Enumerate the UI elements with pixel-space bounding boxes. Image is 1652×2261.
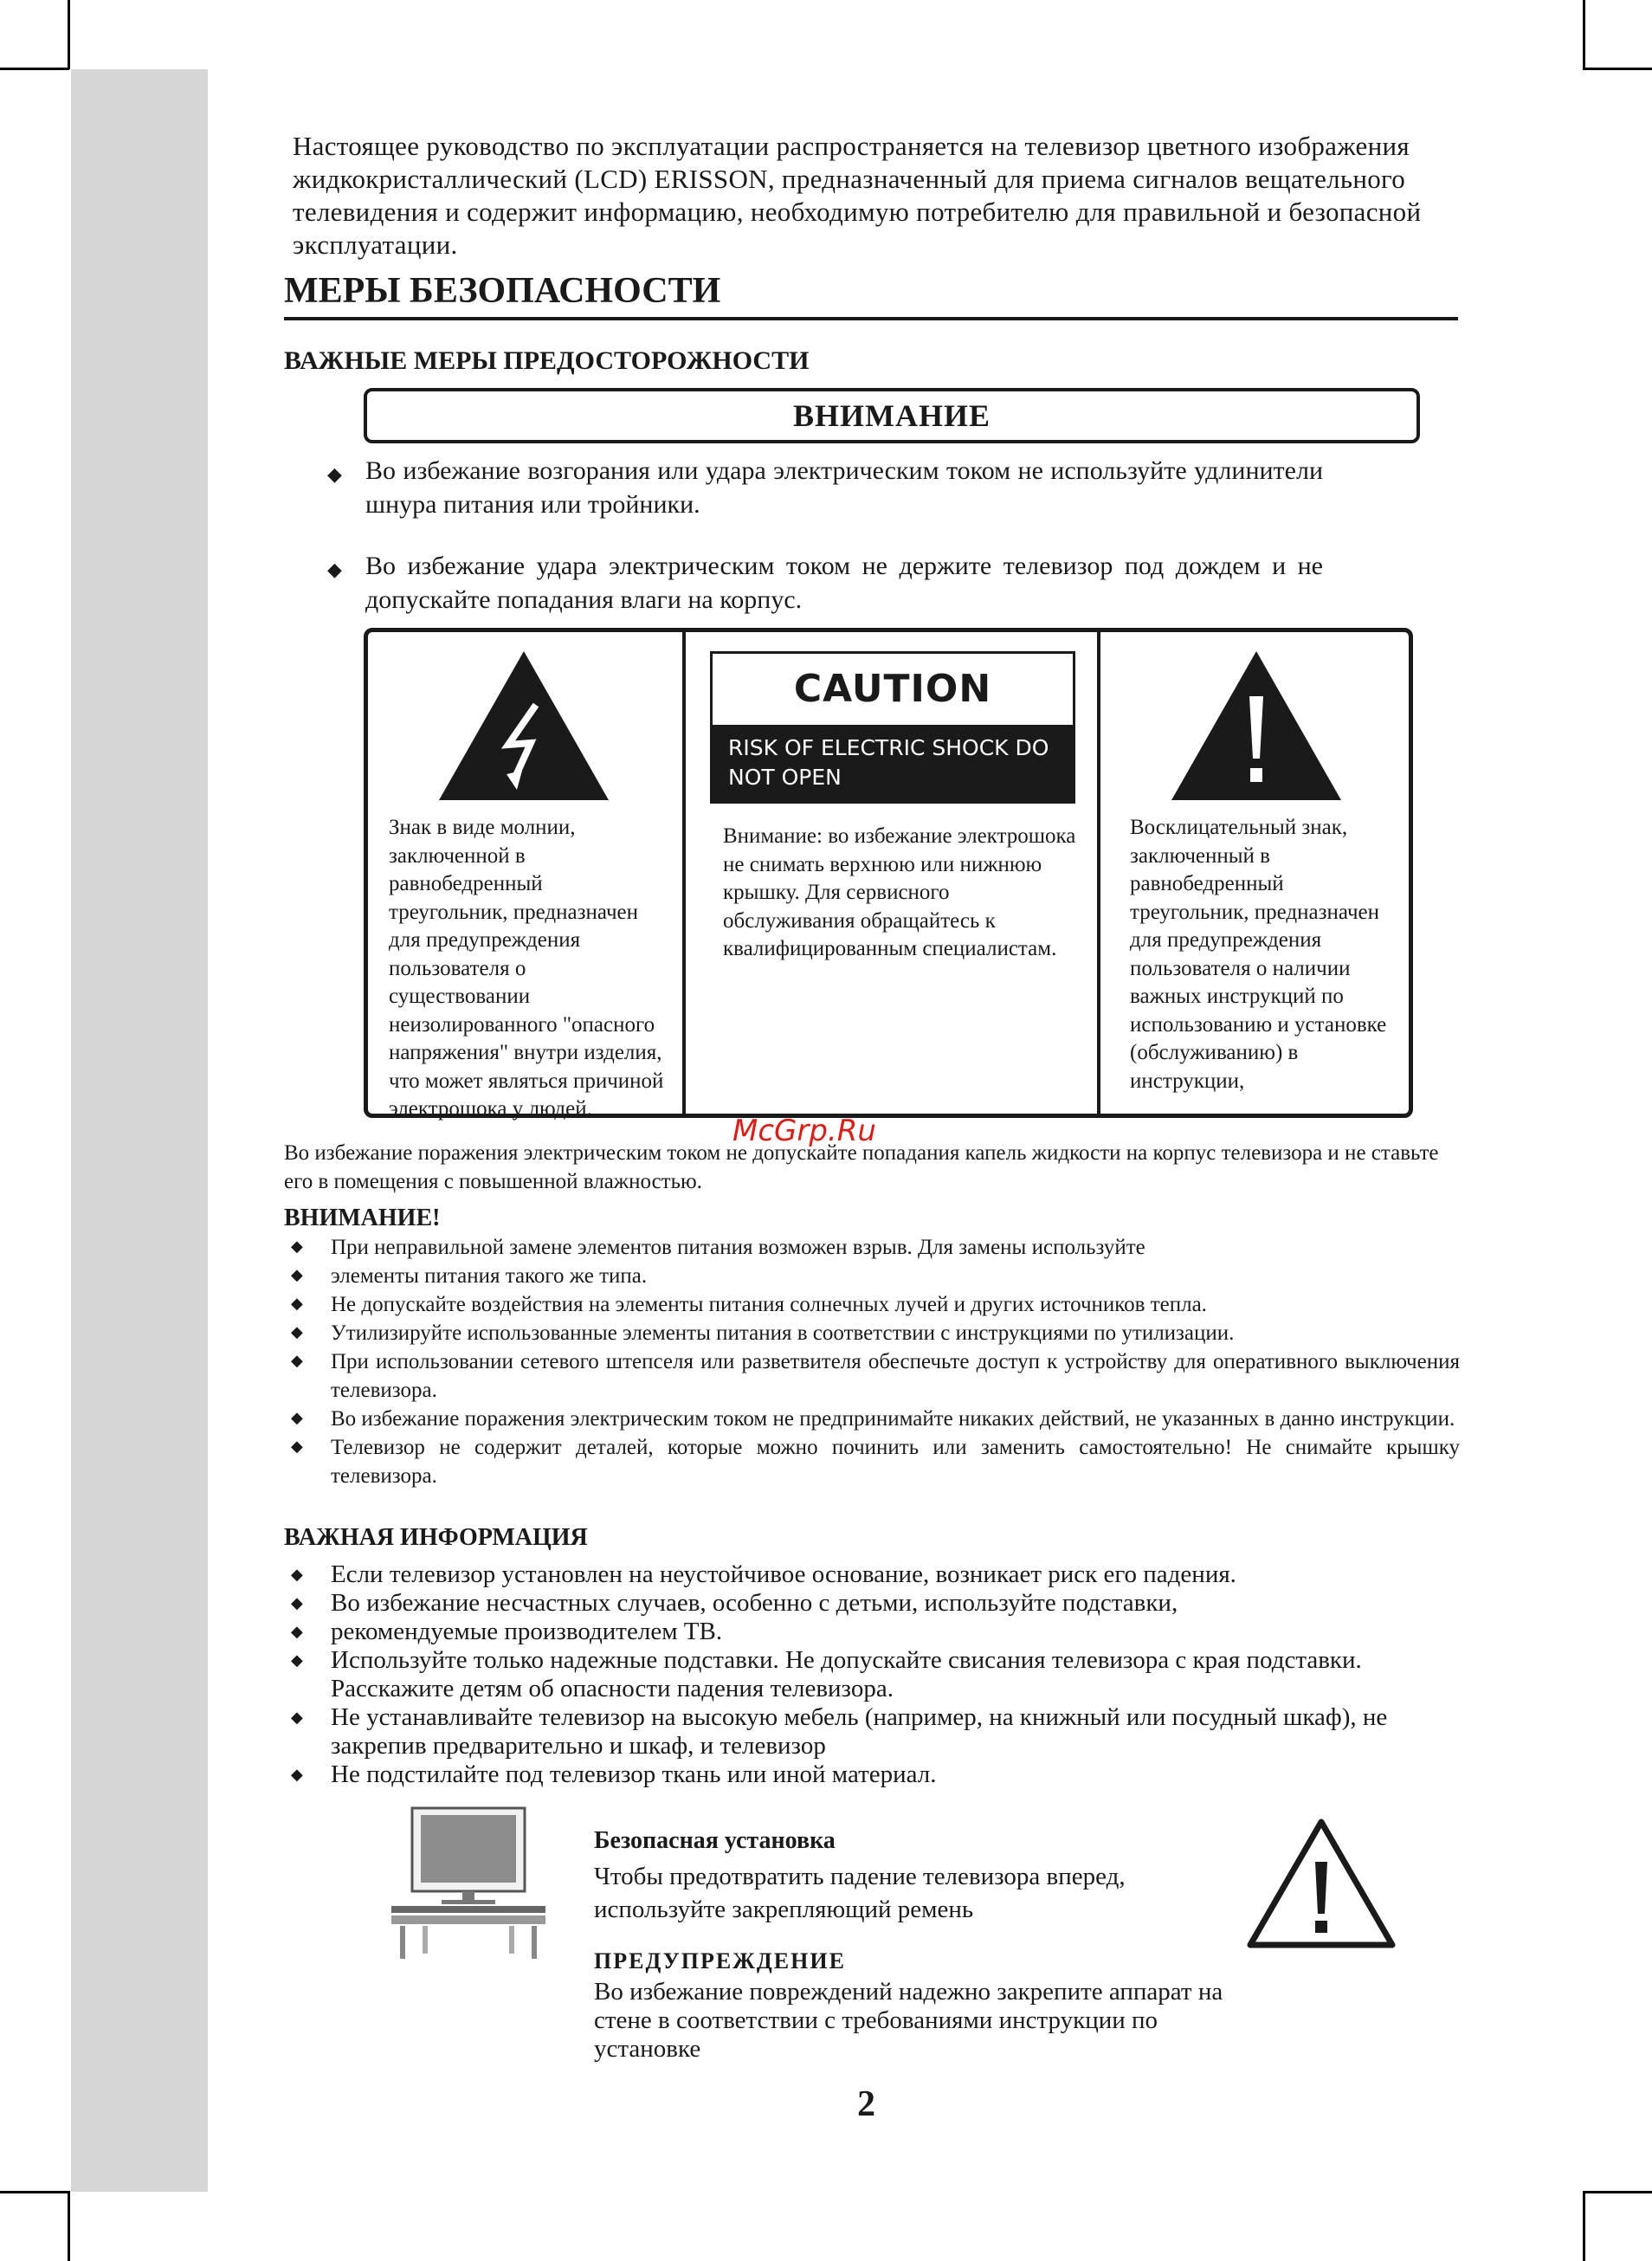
caution-title: CAUTION bbox=[793, 666, 992, 711]
bullet-icon: ◆ bbox=[291, 1594, 303, 1612]
battery-warnings-list bbox=[291, 1233, 1460, 1490]
safe-install-text: Чтобы предотвратить падение телевизора вперед, используйте закрепляющий ремень bbox=[594, 1863, 1126, 1923]
crop-mark bbox=[1583, 0, 1585, 69]
list-item: ◆ Используйте только надежные подставки. Не допускайте свисания телевизора с края подставки. Расскажите детям об опасности падения телевизора. bbox=[291, 1646, 1362, 1702]
bullet-icon: ◆ bbox=[291, 1295, 303, 1312]
warning-text: Во избежание повреждений надежно закрепите аппарат на стене в соответствии с требованиями инструкции по установке bbox=[594, 1978, 1223, 2063]
caution-label bbox=[710, 651, 1075, 804]
info-heading: ВАЖНАЯ ИНФОРМАЦИЯ bbox=[284, 1524, 588, 1551]
title-divider bbox=[284, 317, 1458, 320]
page-number: 2 bbox=[857, 2084, 875, 2124]
crop-mark bbox=[68, 0, 70, 69]
crop-mark bbox=[68, 2191, 70, 2261]
tv-on-stand-icon bbox=[388, 1805, 549, 1961]
bullet-icon: ◆ bbox=[291, 1566, 303, 1583]
list-item: ◆ При использовании сетевого штепселя или разветвителя обеспечьте доступ к устройству для оперативного выключения телевизора. bbox=[291, 1347, 1460, 1405]
bullet-icon: ◆ bbox=[291, 1266, 303, 1283]
bullet-icon: ◆ bbox=[291, 1437, 303, 1455]
side-strip bbox=[71, 69, 208, 2192]
attention-banner bbox=[364, 388, 1420, 443]
precautions-heading: ВАЖНЫЕ МЕРЫ ПРЕДОСТОРОЖНОСТИ bbox=[284, 346, 810, 375]
intro-paragraph: Настоящее руководство по эксплуатации распространяется на телевизор цветного изображения жидкокристаллический (LCD) ERISSON, предназначенный для приема сигналов вещательного телевидения и содержит информацию, необходимую потребителю для правильной и безопасной эксплуатации. bbox=[293, 131, 1422, 260]
bullet-icon: ◆ bbox=[291, 1323, 303, 1340]
bullet-icon: ◆ bbox=[291, 1352, 303, 1369]
bullet-icon: ◆ bbox=[291, 1766, 303, 1783]
crop-mark bbox=[1583, 68, 1652, 70]
bullet-icon: ◆ bbox=[291, 1237, 303, 1255]
important-info-list bbox=[291, 1560, 1460, 1789]
caution-description: Внимание: во избежание электрошока не снимать верхнюю или нижнюю крышку. Для сервисного обслуживания обращайтесь к квалифицированным специалистам. bbox=[723, 824, 1076, 960]
list-item: ◆ Не устанавливайте телевизор на высокую мебель (например, на книжный или посудный шкаф), не закрепив предварительно и шкаф, и телевизор bbox=[291, 1703, 1388, 1760]
list-item: ◆ Во избежание удара электрическим током не держите телевизор под дождем и не допускайте попадания влаги на корпус. bbox=[327, 552, 1323, 614]
list-item: ◆ Телевизор не содержит деталей, которые можно починить или заменить самостоятельно! Не снимайте крышку телевизора. bbox=[291, 1433, 1460, 1490]
crop-mark bbox=[1583, 2191, 1585, 2261]
list-item: ◆ При неправильной замене элементов питания возможен взрыв. Для замены используйте bbox=[291, 1233, 1460, 1262]
bullet-icon: ◆ bbox=[291, 1709, 303, 1726]
lightning-triangle-icon bbox=[439, 651, 609, 800]
list-item: ◆ Во избежание поражения электрическим током не предпринимайте никаких действий, не указанных в данно инструкции. bbox=[291, 1405, 1460, 1433]
bullet-icon: ◆ bbox=[291, 1651, 303, 1669]
list-item: ◆ Не допускайте воздействия на элементы питания солнечных лучей и других источников тепла. bbox=[291, 1290, 1460, 1319]
exclamation-triangle-icon bbox=[1171, 651, 1341, 800]
list-item: ◆ элементы питания такого же типа. bbox=[291, 1262, 1460, 1290]
caution-subtitle: RISK OF ELECTRIC SHOCK DO NOT OPEN bbox=[713, 725, 1073, 801]
moisture-paragraph: Во избежание поражения электрическим током не допускайте попадания капель жидкости на корпус телевизора и не ставьте его в помещения с повышенной влажностью. bbox=[284, 1141, 1439, 1193]
list-item: ◆ Во избежание несчастных случаев, особенно с детьми, используйте подставки, bbox=[291, 1589, 1178, 1617]
list-item: ◆ Не подстилайте под телевизор ткань или иной материал. bbox=[291, 1760, 937, 1788]
table-divider bbox=[682, 632, 686, 1114]
attention-label: ВНИМАНИЕ bbox=[792, 398, 991, 433]
bullet-icon: ◆ bbox=[291, 1623, 303, 1640]
page-title: МЕРЫ БЕЗОПАСНОСТИ bbox=[284, 271, 721, 311]
bullet-icon: ◆ bbox=[327, 559, 342, 580]
watermark: McGrp.Ru bbox=[732, 1114, 876, 1148]
crop-mark bbox=[0, 2191, 69, 2193]
table-divider bbox=[1097, 632, 1100, 1114]
crop-mark bbox=[1583, 2191, 1652, 2193]
bullet-icon: ◆ bbox=[291, 1409, 303, 1426]
warning-symbols-table bbox=[364, 628, 1413, 1121]
list-item: ◆ Если телевизор установлен на неустойчивое основание, возникает риск его падения. bbox=[291, 1560, 1236, 1588]
list-item: ◆ Утилизируйте использованные элементы питания в соответствии с инструкциями по утилизации. bbox=[291, 1319, 1460, 1347]
warning-title: ПРЕДУПРЕЖДЕНИЕ bbox=[594, 1948, 846, 1974]
attention2-heading: ВНИМАНИЕ! bbox=[284, 1205, 441, 1231]
crop-mark bbox=[0, 68, 69, 70]
exclamation-triangle-icon bbox=[1245, 1817, 1397, 1950]
list-item: ◆ рекомендуемые производителем ТВ. bbox=[291, 1618, 723, 1645]
lightning-description: Знак в виде молнии, заключенной в равнобедренный треугольник, предназначен для предупреждения пользователя о существовании неизолированного "опасного напряжения" внутри изделия, что может являться причиной электрошока у людей. bbox=[389, 816, 664, 1121]
list-item: ◆ Во избежание возгорания или удара электрическим током не используйте удлинители шнура питания или тройники. bbox=[327, 456, 1323, 519]
exclamation-description: Восклицательный знак, заключенный в равнобедренный треугольник, предназначен для предупреждения пользователя о наличии важных инструкций по использованию и установке (обслуживанию) в инструкции, bbox=[1130, 816, 1387, 1093]
safe-install-title: Безопасная установка bbox=[594, 1827, 836, 1854]
bullet-icon: ◆ bbox=[327, 463, 342, 485]
